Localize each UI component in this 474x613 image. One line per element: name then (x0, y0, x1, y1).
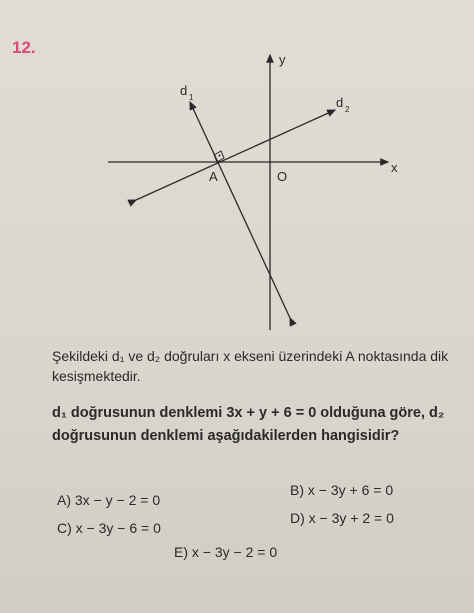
line-d2 (136, 110, 335, 200)
d2-label: d (336, 95, 344, 110)
origin-label: O (277, 169, 288, 184)
point-a-label: A (209, 169, 218, 184)
line-d1 (190, 102, 290, 318)
d2-subscript: 2 (345, 105, 350, 114)
question-intro: Şekildeki d₁ ve d₂ doğruları x ekseni üzerindeki A noktasında dik kesişmektedir. (52, 348, 449, 384)
choice-e[interactable]: E) x − 3y − 2 = 0 (174, 544, 278, 560)
x-axis-label: x (391, 160, 398, 175)
choice-d[interactable]: D) x − 3y + 2 = 0 (290, 510, 394, 526)
d1-subscript: 1 (189, 93, 194, 102)
choice-b[interactable]: B) x − 3y + 6 = 0 (290, 482, 394, 498)
question-problem: d₁ doğrusunun denklemi 3x + y + 6 = 0 olduğuna göre, d₂ doğrusunun denklemi aşağıdakilerden hangisidir? (52, 405, 445, 444)
y-axis-label: y (279, 52, 286, 67)
d1-label: d (180, 83, 188, 98)
choice-a[interactable]: A) 3x − y − 2 = 0 (57, 492, 161, 508)
choice-c[interactable]: C) x − 3y − 6 = 0 (57, 520, 161, 536)
question-number: 12. (12, 38, 36, 57)
